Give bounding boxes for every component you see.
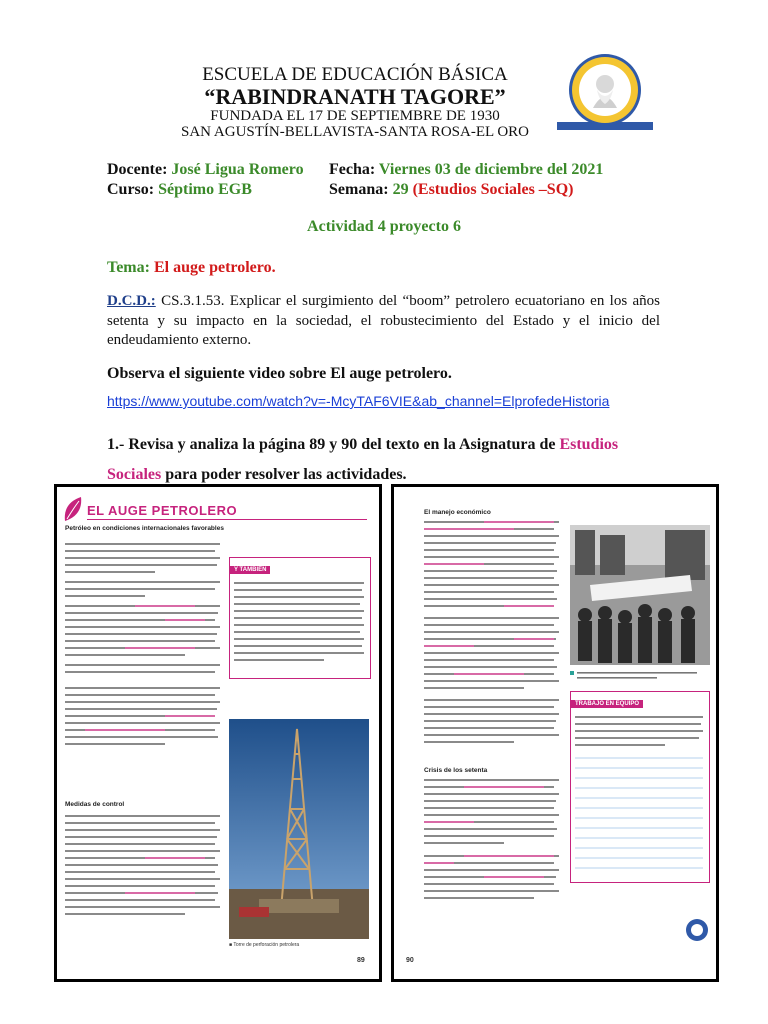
- dcd-paragraph: [107, 292, 660, 351]
- page89-subhead-control: Medidas de control: [65, 801, 125, 808]
- page90-text-column-2: [424, 779, 564, 959]
- video-link[interactable]: https://www.youtube.com/watch?v=-McyTAF6VIE&ab_channel=ElprofedeHistoria: [107, 393, 610, 409]
- page89-text-column-2: [65, 687, 225, 797]
- page90-subhead-crisis: Crisis de los setenta: [424, 767, 488, 774]
- oil-rig-caption: ■ Torre de perforación petrolera: [229, 942, 300, 948]
- y-tambien-box: [229, 557, 371, 679]
- activity-title: Actividad 4 proyecto 6: [307, 218, 461, 235]
- semana-row: Semana: 29 (Estudios Sociales –SQ): [329, 181, 574, 198]
- curso-row: [107, 181, 252, 199]
- textbook-page-90: [391, 484, 719, 982]
- founded-date: FUNDADA EL 17 DE SEPTIEMBRE DE 1930: [210, 108, 500, 124]
- semana-subject: (Estudios Sociales –SQ): [412, 181, 574, 198]
- protest-photo: [570, 525, 710, 665]
- docente-label: Docente:: [107, 161, 168, 178]
- instruction-suffix: para poder resolver las actividades.: [161, 466, 407, 483]
- docente-row: [107, 161, 304, 179]
- curso-label: Curso:: [107, 181, 155, 198]
- page90-subhead-economy: El manejo económico: [424, 509, 491, 516]
- tema-value: El auge petrolero.: [153, 259, 276, 276]
- instruction-subject: Estudios Sociales: [107, 436, 619, 483]
- page90-number: 90: [406, 957, 414, 964]
- tema-label: Tema:: [107, 259, 150, 276]
- textbook-page-89: [54, 484, 382, 982]
- trabajo-en-equipo-title: TRABAJO EN EQUIPO: [571, 700, 643, 708]
- fecha-value: Viernes 03 de diciembre del 2021: [378, 161, 604, 178]
- fecha-row: Fecha: Viernes 03 de diciembre del 2021: [329, 161, 604, 178]
- page89-title: EL AUGE PETROLERO: [87, 503, 238, 518]
- school-type: ESCUELA DE EDUCACIÓN BÁSICA: [202, 64, 508, 85]
- observe-instruction: Observa el siguiente video sobre El auge petrolero.: [107, 365, 452, 382]
- docente-name: José Ligua Romero: [171, 161, 304, 178]
- semana-label: Semana: [329, 181, 384, 198]
- school-location: SAN AGUSTÍN-BELLAVISTA-SANTA ROSA-EL ORO: [180, 124, 530, 140]
- curso-value: Séptimo EGB: [158, 181, 252, 198]
- dcd-text: CS.3.1.53. Explicar el surgimiento del “boom” petrolero ecuatoriano en los años setenta y su impacto en la sociedad, el robustecimiento del Estado y el inicio del endeudamiento externo.: [107, 293, 661, 348]
- dcd-label: D.C.D.:: [107, 293, 156, 309]
- instruction-paragraph: [107, 430, 667, 490]
- page90-text-column-1: [424, 521, 564, 761]
- school-logo: [555, 50, 655, 140]
- oil-rig-photo: [229, 719, 369, 939]
- activity-badge-icon: [684, 917, 710, 943]
- school-name: “RABINDRANATH TAGORE”: [204, 84, 506, 109]
- page89-number: 89: [357, 957, 365, 964]
- leaf-logo-icon: [61, 495, 87, 525]
- page89-text-column-3: [65, 815, 225, 935]
- page89-text-column-1: [65, 543, 225, 683]
- fecha-label: Fecha: [329, 161, 370, 178]
- page89-subtitle: Petróleo en condiciones internacionales favorables: [65, 525, 224, 532]
- instruction-prefix: 1.- Revisa y analiza la página 89 y 90 del texto en la Asignatura de: [107, 436, 560, 453]
- semana-number: 29: [392, 181, 409, 198]
- trabajo-en-equipo-box: [570, 691, 710, 883]
- tema-row: [107, 259, 276, 277]
- protest-caption: [570, 669, 710, 683]
- y-tambien-title: Y TAMBIÉN: [230, 566, 270, 574]
